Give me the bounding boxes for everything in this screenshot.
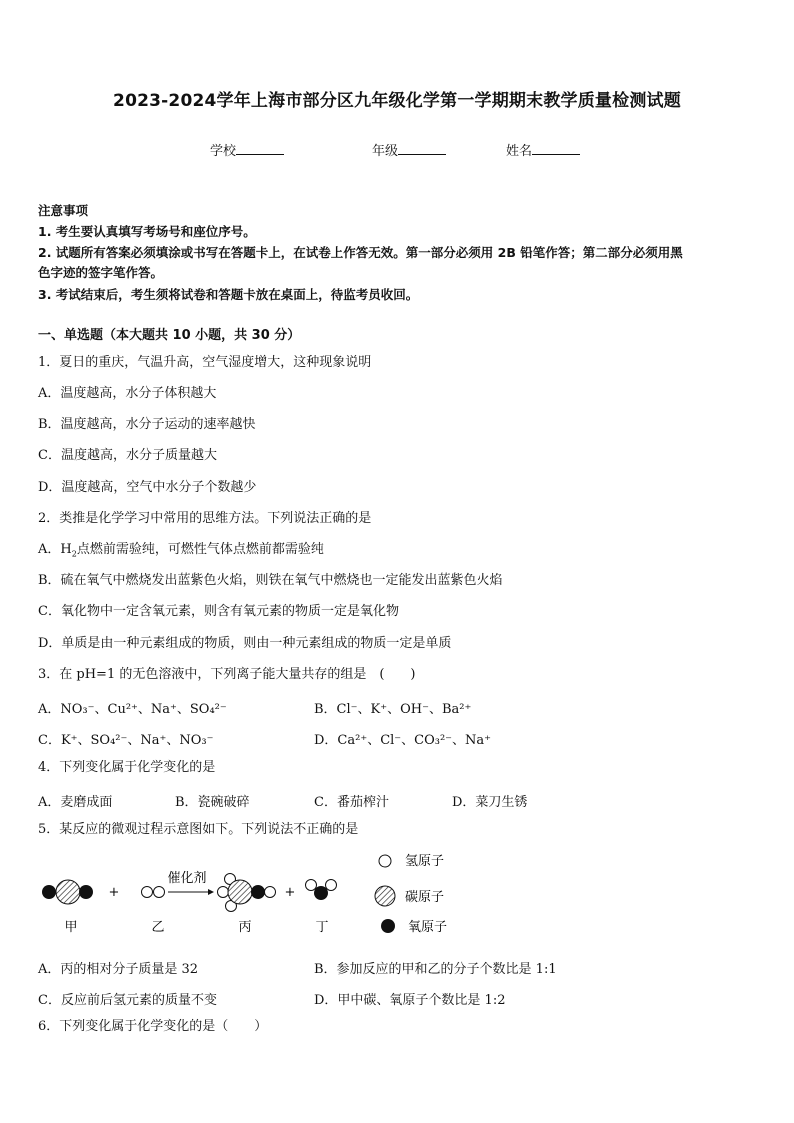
q3-option-b: B．Cl⁻、K⁺、OH⁻、Ba²⁺	[314, 702, 472, 717]
q2-a-text: 点燃前需验纯，可燃性气体点燃前都需验纯	[76, 542, 324, 557]
q5-option-d: D．甲中碳、氧原子个数比是 1:2	[314, 993, 506, 1008]
legend-oxygen: 氧原子	[408, 920, 448, 935]
carbon-legend-icon	[375, 886, 395, 906]
note-item: 色字迹的签字笔作答。	[38, 265, 164, 280]
molecule-bing	[218, 874, 276, 912]
hydrogen-atom	[265, 887, 276, 898]
oxygen-legend-icon	[381, 919, 395, 933]
q4-option-c: C．番茄榨汁	[314, 795, 389, 810]
q3-option-d: D．Ca²⁺、Cl⁻、CO₃²⁻、Na⁺	[314, 733, 492, 748]
question-6-stem: 6．下列变化属于化学变化的是（ ）	[38, 1019, 268, 1034]
note-item: 3. 考试结束后，考生须将试卷和答题卡放在桌面上，待监考员收回。	[38, 287, 419, 302]
label-jia: 甲	[64, 920, 78, 935]
legend-carbon: 碳原子	[405, 890, 445, 905]
q2-a-prefix: A．H	[38, 542, 72, 557]
q2-option-c: C．氧化物中一定含氧元素，则含有氧元素的物质一定是氧化物	[38, 604, 399, 619]
q5-option-a: A．丙的相对分子质量是 32	[38, 962, 199, 977]
hydrogen-atom	[142, 887, 153, 898]
note-item: 1. 考生要认真填写考场号和座位序号。	[38, 224, 256, 239]
name-blank	[532, 142, 580, 155]
legend-svg	[372, 846, 492, 936]
q1-option-b: B．温度越高，水分子运动的速率越快	[38, 417, 256, 432]
carbon-atom	[56, 880, 80, 904]
question-4-stem: 4．下列变化属于化学变化的是	[38, 760, 216, 775]
q5-option-c: C．反应前后氢元素的质量不变	[38, 993, 217, 1008]
catalyst-label: 催化剂	[167, 871, 207, 886]
legend-hydrogen: 氢原子	[405, 854, 445, 869]
q4-option-d: D．菜刀生锈	[452, 795, 528, 810]
label-yi: 乙	[151, 920, 165, 935]
q2-option-b: B．硫在氧气中燃烧发出蓝紫色火焰，则铁在氧气中燃烧也一定能发出蓝紫色火焰	[38, 573, 503, 588]
hydrogen-atom	[326, 880, 337, 891]
molecule-jia	[42, 880, 93, 904]
grade-label: 年级	[372, 144, 399, 159]
q1-option-a: A．温度越高，水分子体积越大	[38, 386, 217, 401]
atom-legend	[372, 846, 492, 936]
oxygen-atom	[42, 885, 56, 899]
notes-heading: 注意事项	[38, 203, 89, 218]
oxygen-atom	[251, 885, 265, 899]
q1-option-d: D．温度越高，空气中水分子个数越少	[38, 480, 257, 495]
hydrogen-atom	[306, 880, 317, 891]
arrow-head	[208, 889, 214, 895]
q2-option-a	[38, 542, 324, 558]
name-label: 姓名	[506, 144, 533, 159]
plus-sign: +	[284, 885, 296, 900]
q1-option-c: C．温度越高，水分子质量越大	[38, 448, 217, 463]
hydrogen-atom	[218, 887, 229, 898]
hydrogen-legend-icon	[379, 855, 391, 867]
q3-option-a: A．NO₃⁻、Cu²⁺、Na⁺、SO₄²⁻	[38, 702, 227, 717]
school-label: 学校	[210, 144, 237, 159]
school-blank	[236, 142, 284, 155]
grade-blank	[398, 142, 446, 155]
name-field	[506, 140, 580, 159]
q2-option-d: D．单质是由一种元素组成的物质，则由一种元素组成的物质一定是单质	[38, 636, 452, 651]
note-item: 2. 试题所有答案必须填涂或书写在答题卡上，在试卷上作答无效。第一部分必须用 2B 铅笔作答；第二部分必须用黑	[38, 245, 683, 260]
plus-sign: +	[108, 885, 120, 900]
grade-field	[372, 140, 446, 159]
page-title: 2023-2024学年上海市部分区九年级化学第一学期期末教学质量检测试题	[113, 91, 681, 111]
label-bing: 丙	[238, 920, 252, 935]
label-ding: 丁	[315, 920, 329, 935]
school-field	[210, 140, 284, 159]
question-2-stem: 2．类推是化学学习中常用的思维方法。下列说法正确的是	[38, 511, 372, 526]
q3-option-c: C．K⁺、SO₄²⁻、Na⁺、NO₃⁻	[38, 733, 214, 748]
question-3-stem: 3．在 pH=1 的无色溶液中，下列离子能大量共存的组是 ( )	[38, 667, 416, 682]
q4-option-b: B．瓷碗破碎	[175, 795, 250, 810]
carbon-atom	[228, 880, 252, 904]
oxygen-atom	[79, 885, 93, 899]
molecule-ding	[306, 880, 337, 901]
q4-option-a: A．麦磨成面	[38, 795, 113, 810]
molecule-yi	[142, 887, 165, 898]
q2-a-subscript: 2	[71, 549, 77, 559]
hydrogen-atom	[154, 887, 165, 898]
section-heading: 一、单选题（本大题共 10 小题，共 30 分）	[38, 328, 301, 343]
q5-option-b: B．参加反应的甲和乙的分子个数比是 1:1	[314, 962, 557, 977]
question-5-stem: 5．某反应的微观过程示意图如下。下列说法不正确的是	[38, 822, 359, 837]
question-1-stem: 1．夏日的重庆，气温升高，空气湿度增大，这种现象说明	[38, 355, 372, 370]
